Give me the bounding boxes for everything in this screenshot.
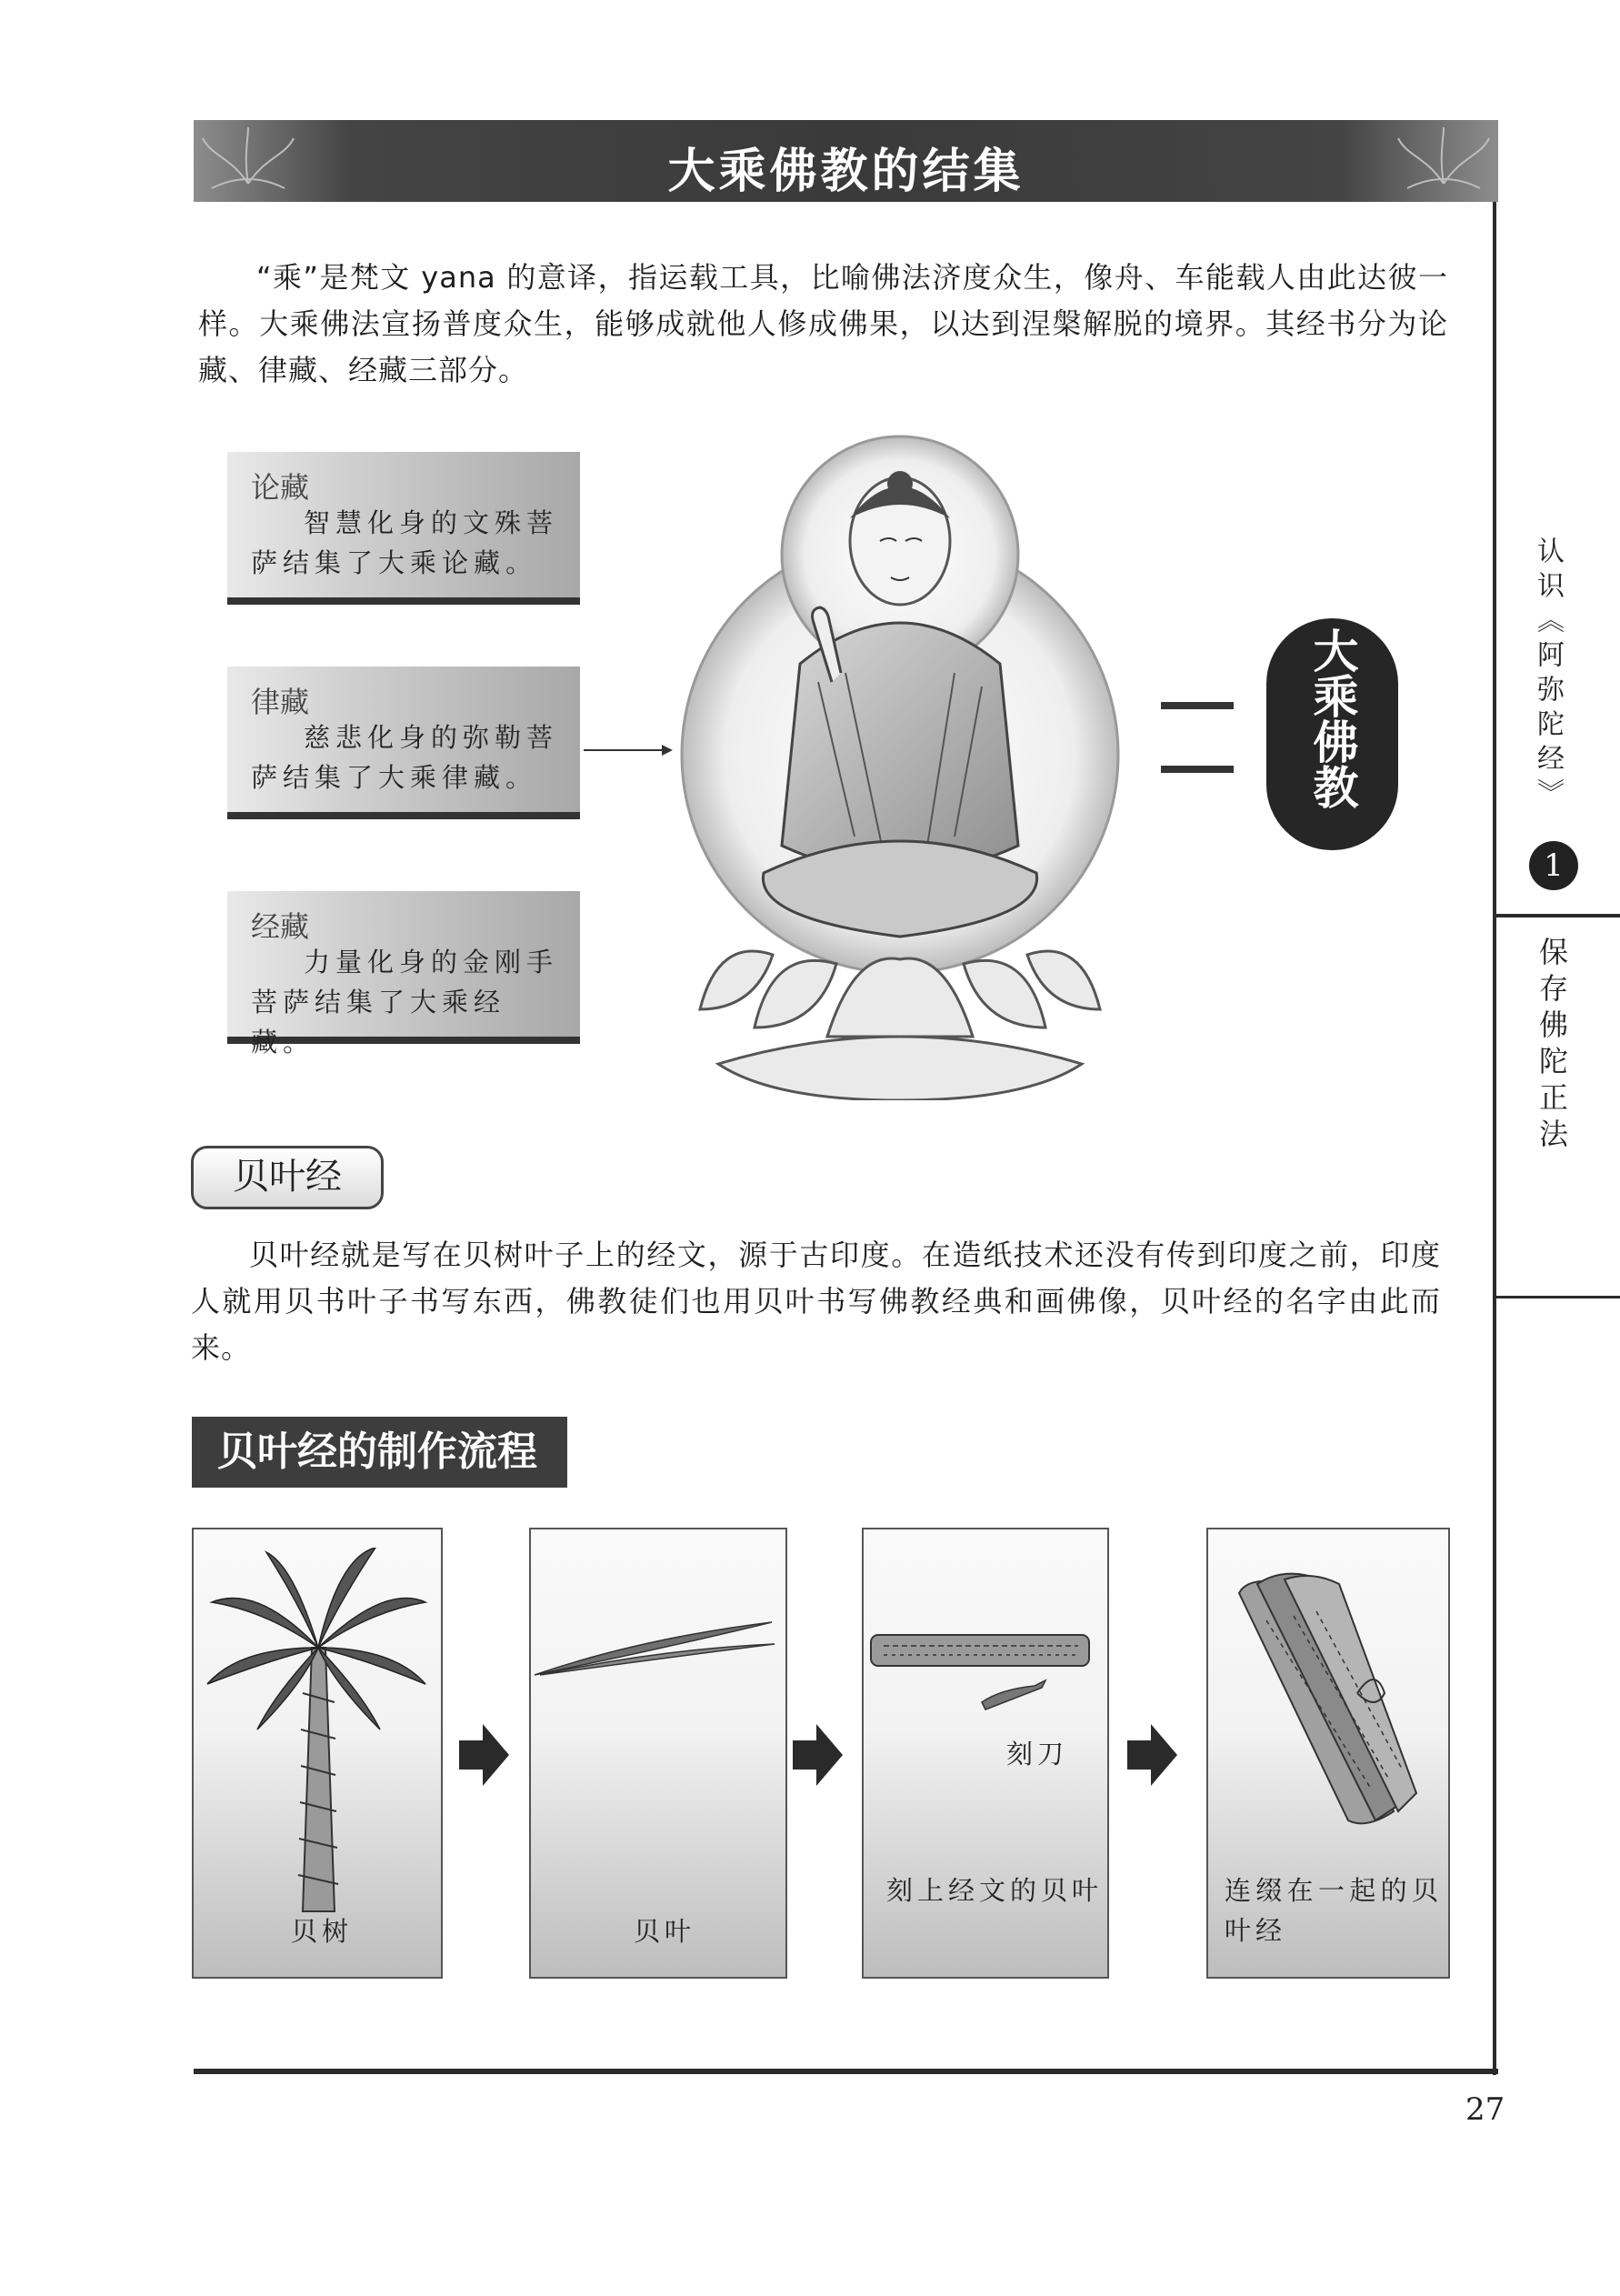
palm-tree-image	[203, 1548, 430, 1920]
beiyejing-label: 贝叶经	[191, 1146, 384, 1209]
process-arrow-icon	[793, 1720, 843, 1790]
box-text: 慈悲化身的弥勒菩萨结集了大乘律藏。	[251, 722, 559, 793]
palm-leaf-image	[531, 1611, 785, 1684]
box-text: 智慧化身的文殊菩萨结集了大乘论藏。	[251, 507, 559, 578]
bound-manuscript-image	[1221, 1566, 1439, 1839]
intro-paragraph: “乘”是梵文 yana 的意译，指运载工具，比喻佛法济度众生，像舟、车能载人由此达彼一样。大乘佛法宣扬普度众生，能够成就他人修成佛果，以达到涅槃解脱的境界。其经书分为论藏、律藏、经藏三部分。	[198, 260, 1448, 387]
process-arrow-icon	[459, 1720, 509, 1790]
sidebar-section: 保存佛陀正法	[1535, 937, 1569, 1155]
process-step-carved	[862, 1528, 1109, 1979]
equals-sign-bottom	[1161, 766, 1234, 773]
carved-leaf-image	[864, 1629, 1107, 1730]
page-title: 大乘佛教的结集	[667, 145, 1025, 199]
step-label: 贝叶	[634, 1916, 696, 1947]
process-step-tree	[192, 1528, 443, 1979]
step-label: 贝树	[291, 1916, 354, 1947]
process-title: 贝叶经的制作流程	[192, 1417, 567, 1488]
sidebar-divider	[1496, 1296, 1620, 1298]
equals-sign-top	[1161, 702, 1234, 709]
mahayana-badge	[1266, 618, 1398, 850]
box-lvzang	[227, 667, 580, 819]
tool-label: 刻刀	[1006, 1739, 1069, 1770]
box-lunzang	[227, 452, 580, 605]
page-number: 27	[1465, 2091, 1505, 2128]
sidebar-chapter: 认识《阿弥陀经》	[1532, 536, 1564, 813]
process-arrow-icon	[1127, 1720, 1177, 1790]
footer-rule	[194, 2069, 1498, 2074]
beiyejing-paragraph: 贝叶经就是写在贝树叶子上的经文，源于古印度。在造纸技术还没有传到印度之前，印度人就用贝书叶子书写东西，佛教徒们也用贝叶书写佛教经典和画佛像，贝叶经的名字由此而来。	[191, 1238, 1441, 1365]
process-step-bound	[1206, 1528, 1450, 1979]
box-text: 力量化身的金刚手菩萨结集了大乘经藏。	[251, 947, 559, 1058]
box-title: 律藏	[251, 685, 310, 719]
badge-text: 大乘佛教	[1305, 627, 1359, 809]
buddha-illustration	[664, 427, 1136, 1100]
carving-knife-icon	[982, 1680, 1045, 1709]
step-label: 刻上经文的贝叶	[886, 1875, 1104, 1906]
box-jingzang	[227, 891, 580, 1058]
section-header	[194, 120, 1498, 202]
box-title: 经藏	[251, 909, 310, 944]
box-title: 论藏	[251, 470, 310, 505]
step-label: 连缀在一起的贝叶经	[1225, 1875, 1443, 1946]
process-step-leaf	[529, 1528, 787, 1979]
arrow-right-icon	[582, 737, 673, 764]
chapter-number: 1	[1529, 841, 1578, 890]
